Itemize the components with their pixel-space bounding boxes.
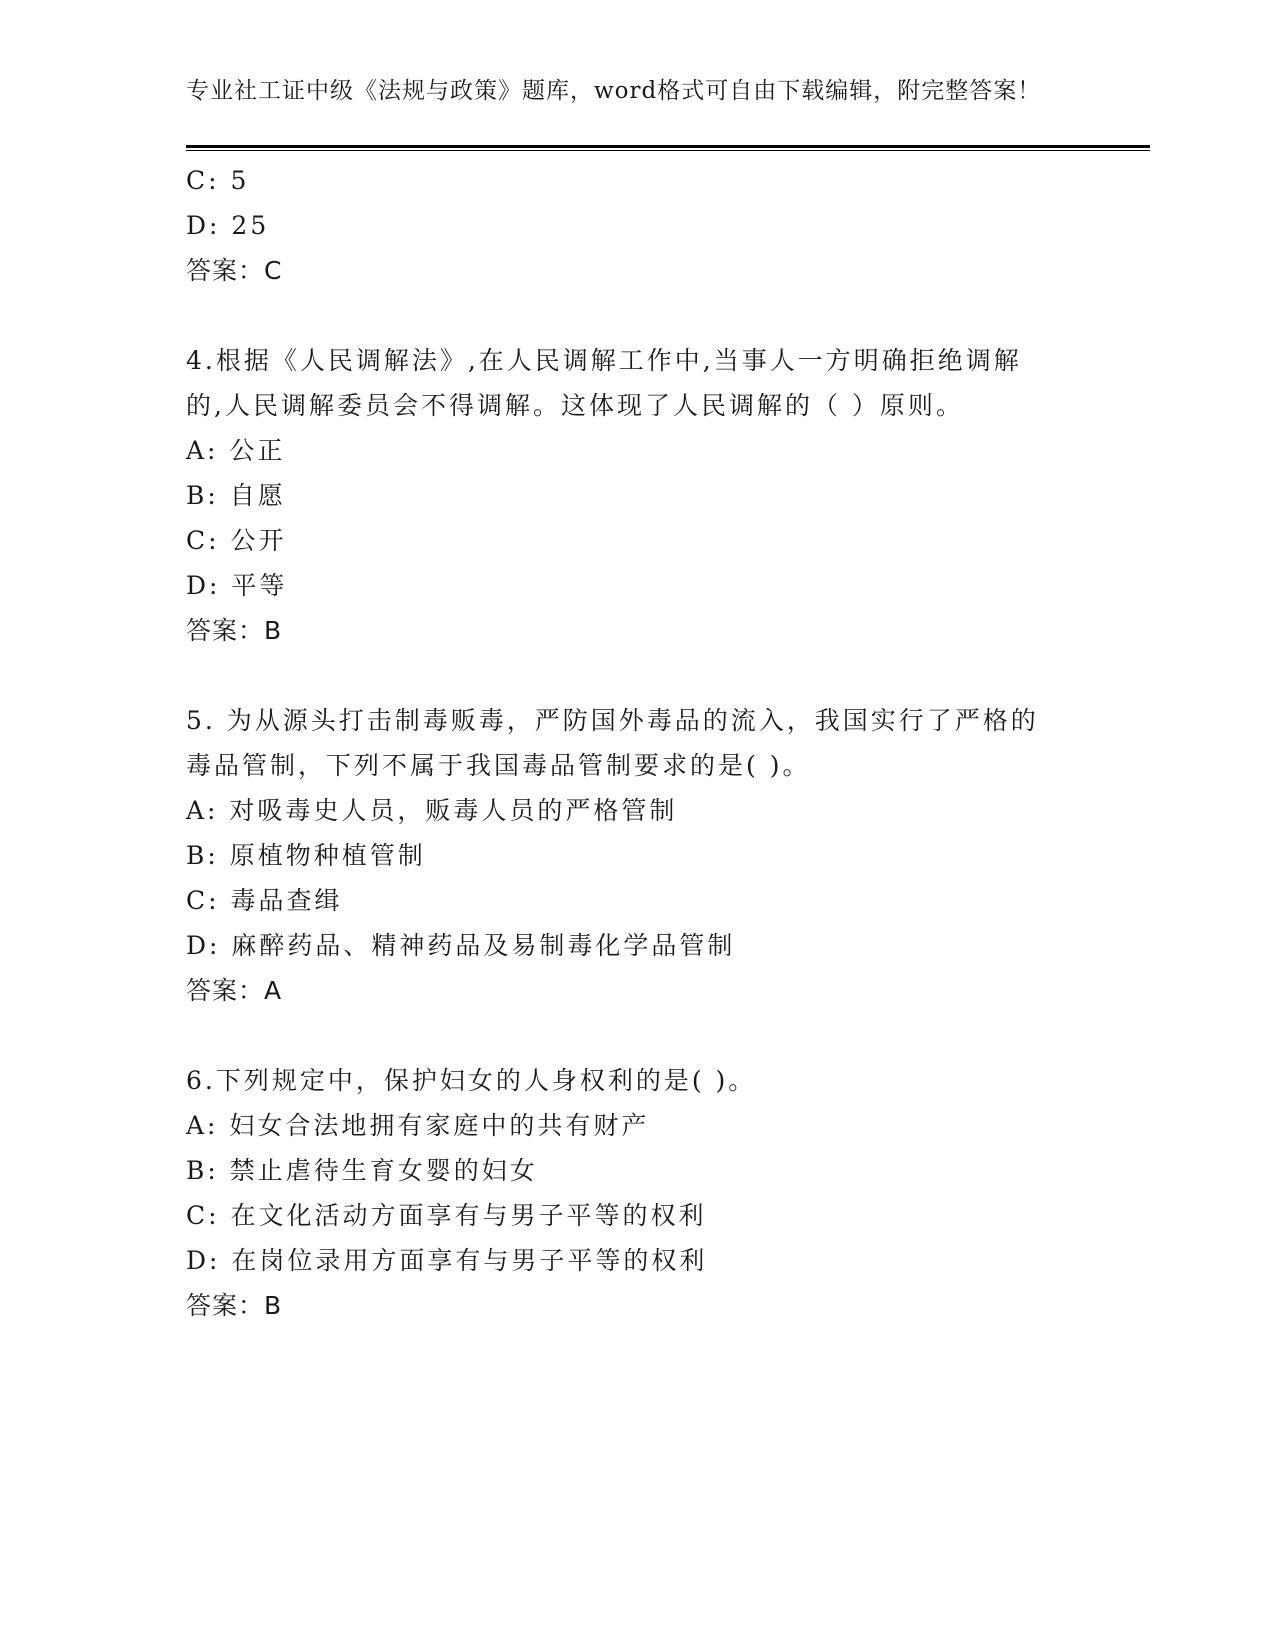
question-list bbox=[186, 158, 1086, 1328]
option-b: B: 禁止虐待生育女婴的妇女 bbox=[186, 1156, 538, 1185]
answer: 答案：B bbox=[186, 616, 283, 645]
question-6 bbox=[186, 1058, 1086, 1328]
header-rule-thin bbox=[186, 150, 1150, 151]
page-header: 专业社工证中级《法规与政策》题库，word格式可自由下载编辑，附完整答案！ bbox=[186, 78, 1042, 104]
option-d: D: 25 bbox=[186, 211, 270, 240]
option-c: C: 毒品查缉 bbox=[186, 886, 343, 915]
question-5 bbox=[186, 698, 1086, 1013]
question-4 bbox=[186, 338, 1086, 653]
answer: 答案：C bbox=[186, 256, 283, 285]
spacer bbox=[186, 293, 1086, 338]
option-d: D: 在岗位录用方面享有与男子平等的权利 bbox=[186, 1246, 708, 1275]
option-d: D: 平等 bbox=[186, 571, 288, 600]
option-c: C: 5 bbox=[186, 166, 250, 195]
spacer bbox=[186, 1013, 1086, 1058]
option-b: B: 原植物种植管制 bbox=[186, 841, 426, 870]
option-a: A: 公正 bbox=[186, 436, 286, 465]
option-a: A: 妇女合法地拥有家庭中的共有财产 bbox=[186, 1111, 650, 1140]
question-stem: 6.下列规定中，保护妇女的人身权利的是( )。 bbox=[186, 1066, 757, 1095]
option-a: A: 对吸毒史人员，贩毒人员的严格管制 bbox=[186, 796, 678, 825]
header-rule-thick bbox=[186, 145, 1150, 148]
option-b: B: 自愿 bbox=[186, 481, 286, 510]
option-c: C: 在文化活动方面享有与男子平等的权利 bbox=[186, 1201, 707, 1230]
prev-question-tail bbox=[186, 158, 1086, 293]
question-stem: 4.根据《人民调解法》,在人民调解工作中,当事人一方明确拒绝调解 bbox=[186, 346, 1022, 375]
option-d: D: 麻醉药品、精神药品及易制毒化学品管制 bbox=[186, 931, 736, 960]
question-stem: 5. 为从源头打击制毒贩毒，严防国外毒品的流入，我国实行了严格的 bbox=[186, 706, 1039, 735]
spacer bbox=[186, 653, 1086, 698]
answer: 答案：A bbox=[186, 976, 283, 1005]
question-stem: 毒品管制，下列不属于我国毒品管制要求的是( )。 bbox=[186, 751, 811, 780]
option-c: C: 公开 bbox=[186, 526, 287, 555]
answer: 答案：B bbox=[186, 1291, 283, 1320]
question-stem: 的,人民调解委员会不得调解。这体现了人民调解的（ ）原则。 bbox=[186, 391, 964, 420]
